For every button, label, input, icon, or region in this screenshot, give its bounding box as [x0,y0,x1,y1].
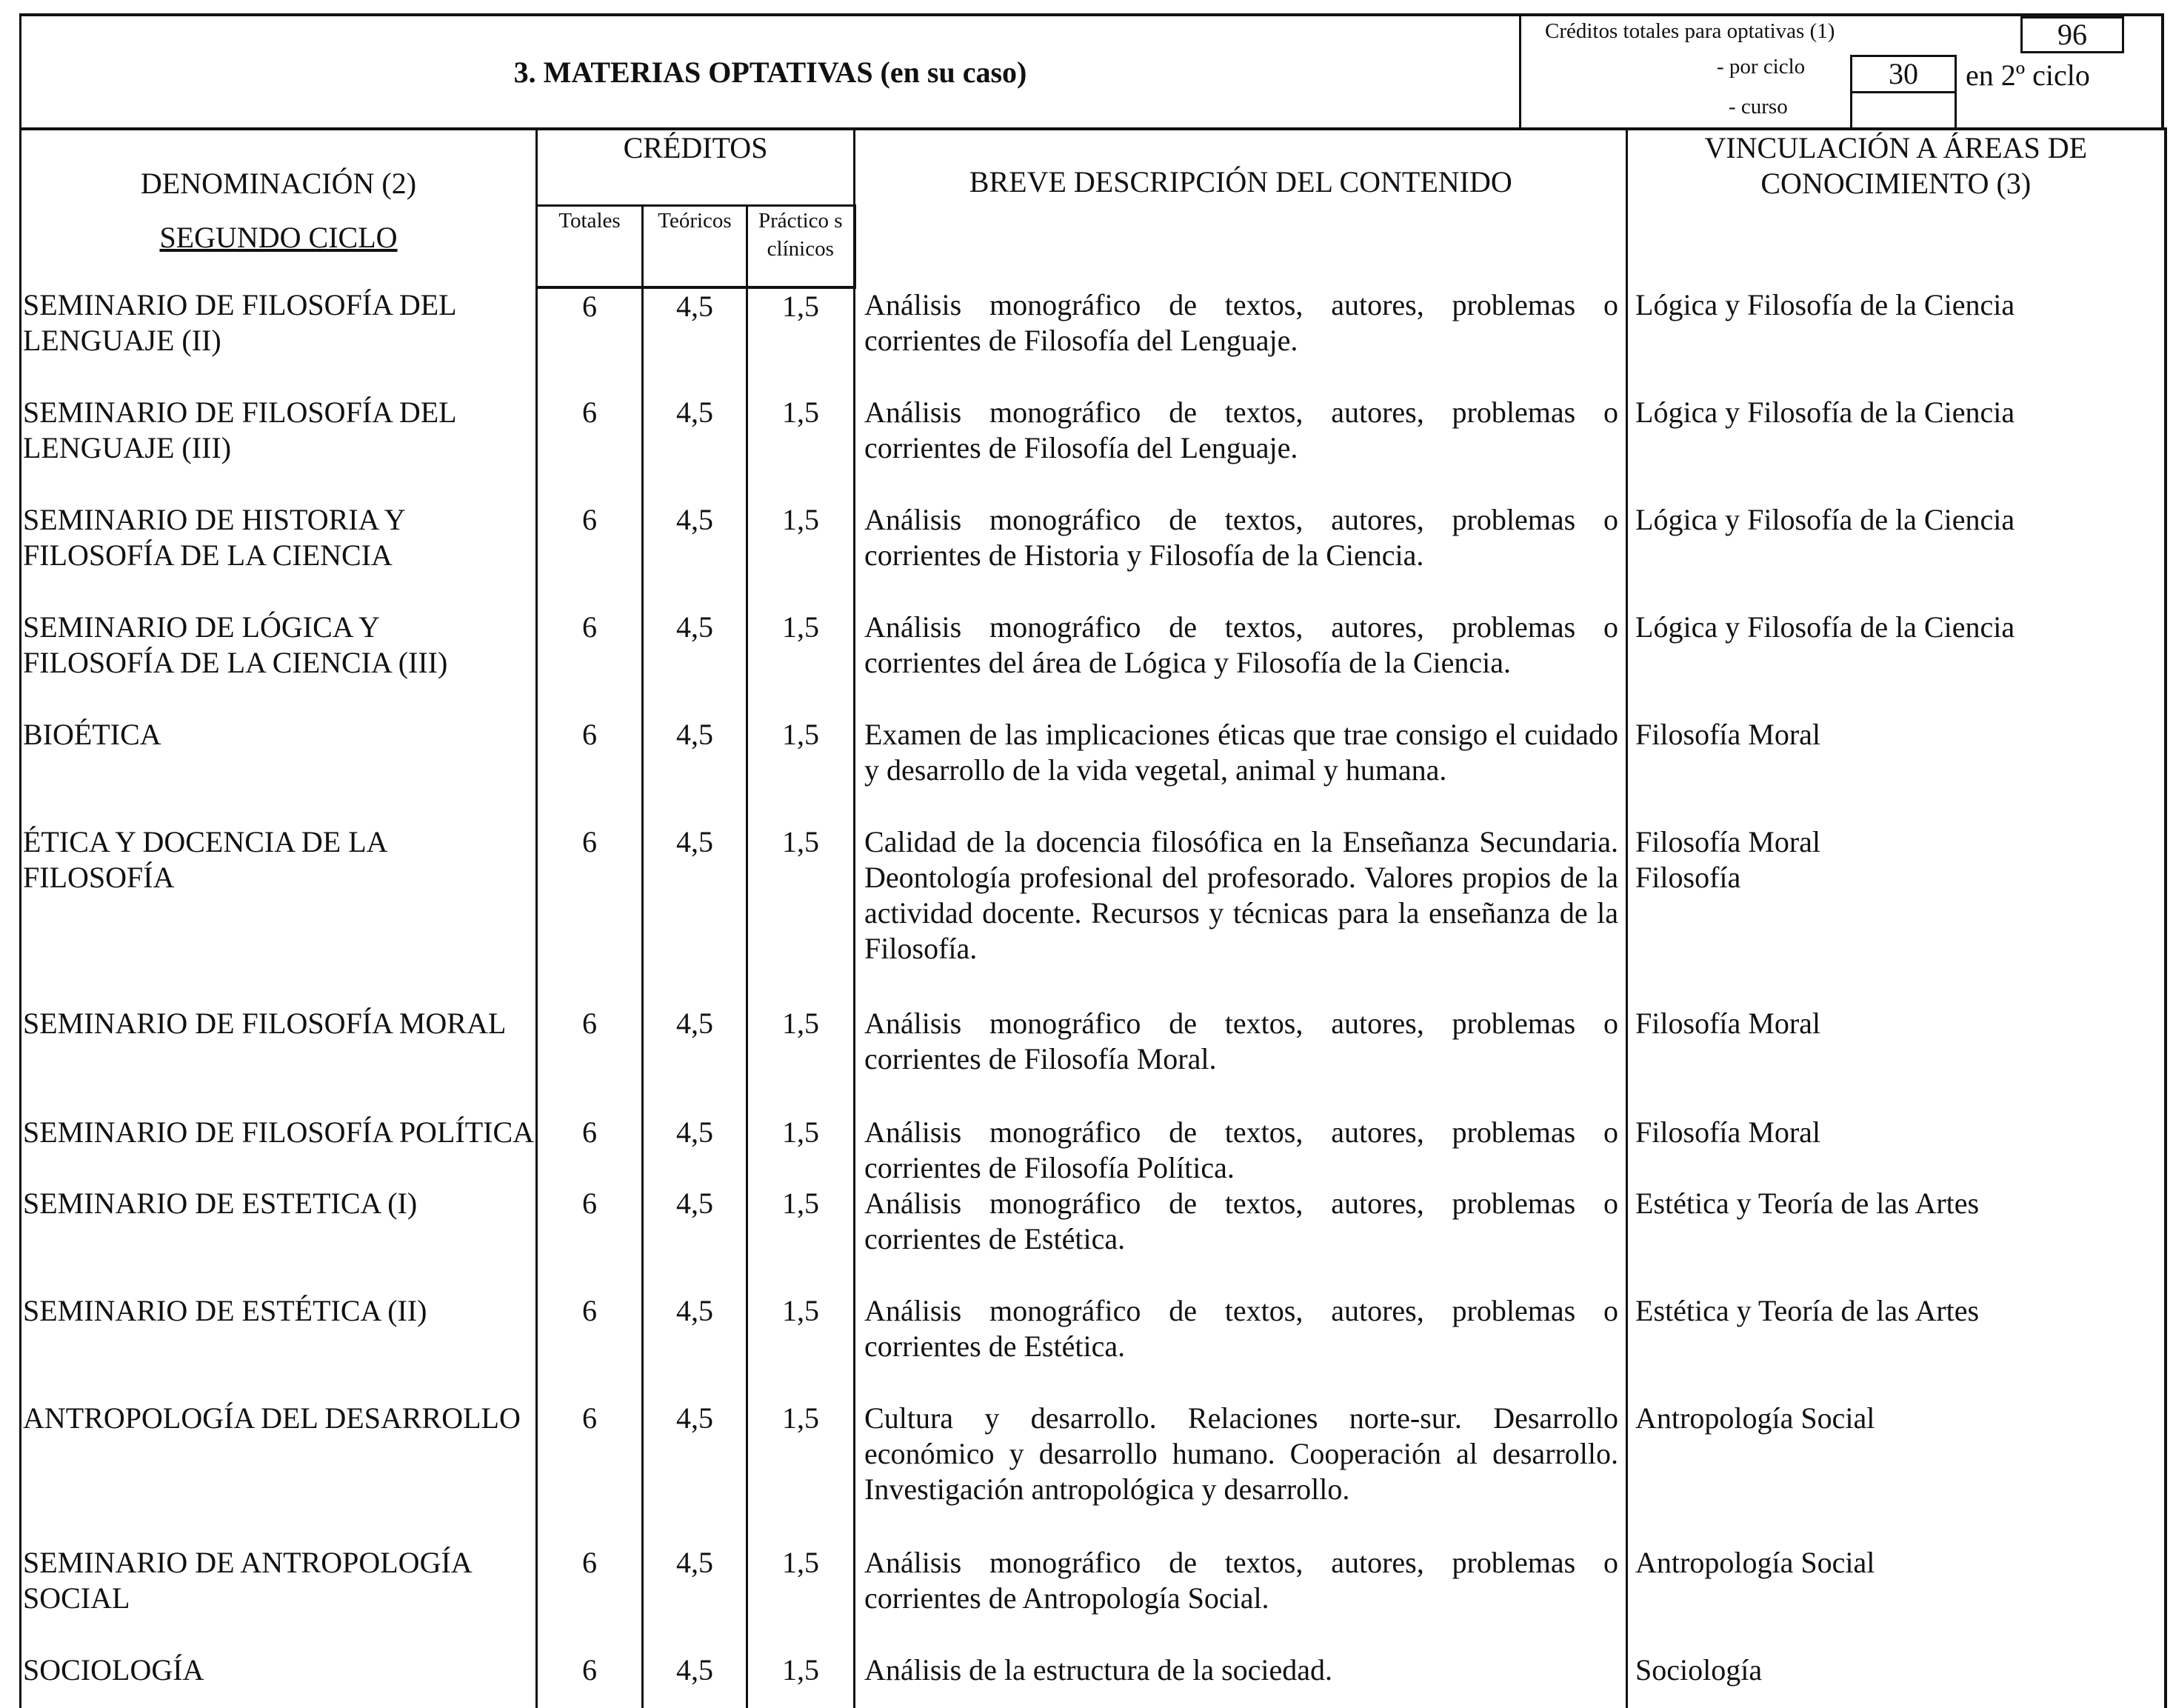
section-title: 3. MATERIAS OPTATIVAS (en su caso) [513,55,1027,89]
content-description: Análisis de la estructura de la sociedad. [855,1652,1627,1708]
knowledge-area: Antropología Social [1627,1401,2166,1545]
content-description: Análisis monográfico de textos, autores, problemas o corrientes de Filosofía Política. [855,1115,1627,1186]
content-description: Análisis monográfico de textos, autores, problemas o corrientes del área de Lógica y Filosofía de la Ciencia. [855,610,1627,717]
subject-name: ÉTICA Y DOCENCIA DE LA FILOSOFÍA [21,824,537,1006]
credits-total: 6 [537,610,643,717]
credits-theory: 4,5 [643,1006,747,1115]
content-description: Análisis monográfico de textos, autores, problemas o corrientes de Historia y Filosofía de la Ciencia. [855,502,1627,610]
credits-practice: 1,5 [747,1115,855,1186]
credits-theory: 4,5 [643,1115,747,1186]
subject-name: SEMINARIO DE ESTÉTICA (II) [21,1293,537,1401]
credits-total: 6 [537,1115,643,1186]
credits-theory: 4,5 [643,717,747,824]
credits-practice: 1,5 [747,1401,855,1545]
table-row [21,1545,2166,1652]
totales-header: Totales [537,206,643,287]
knowledge-area: Antropología Social [1627,1545,2166,1652]
credits-theory: 4,5 [643,1652,747,1708]
content-description: Análisis monográfico de textos, autores, problemas o corrientes de Estética. [855,1293,1627,1401]
credits-theory: 4,5 [643,502,747,610]
credits-practice: 1,5 [747,1293,855,1401]
knowledge-area: Lógica y Filosofía de la Ciencia [1627,287,2166,395]
subject-name: SEMINARIO DE FILOSOFÍA DEL LENGUAJE (III) [21,395,537,502]
table-row [21,824,2166,1006]
subject-name: ANTROPOLOGÍA DEL DESARROLLO [21,1401,537,1545]
subject-name: SOCIOLOGÍA [21,1652,537,1708]
credits-practice: 1,5 [747,287,855,395]
credits-practice: 1,5 [747,1186,855,1293]
credits-theory: 4,5 [643,395,747,502]
denomination-header: DENOMINACIÓN (2) SEGUNDO CICLO [21,129,537,287]
content-description: Análisis monográfico de textos, autores, problemas o corrientes de Filosofía Moral. [855,1006,1627,1115]
credits-theory: 4,5 [643,1293,747,1401]
content-description: Examen de las implicaciones éticas que trae consigo el cuidado y desarrollo de la vida vegetal, animal y humana. [855,717,1627,824]
credits-theory: 4,5 [643,1401,747,1545]
credits-theory: 4,5 [643,1545,747,1652]
per-cycle-label: - por ciclo [1717,55,1806,79]
credits-theory: 4,5 [643,1186,747,1293]
content-description: Análisis monográfico de textos, autores, problemas o corrientes de Estética. [855,1186,1627,1293]
description-header: BREVE DESCRIPCIÓN DEL CONTENIDO [855,129,1627,287]
credits-practice: 1,5 [747,1652,855,1708]
cycle-subheader: SEGUNDO CICLO [159,221,398,254]
cycle-text: en 2º ciclo [1966,59,2090,92]
credits-total: 6 [537,1006,643,1115]
table-row [21,1652,2166,1708]
table-row [21,502,2166,610]
subject-name: SEMINARIO DE FILOSOFÍA POLÍTICA [21,1115,537,1186]
subject-name: SEMINARIO DE LÓGICA Y FILOSOFÍA DE LA CIENCIA (III) [21,610,537,717]
knowledge-area: Estética y Teoría de las Artes [1627,1186,2166,1293]
content-description: Calidad de la docencia filosófica en la Enseñanza Secundaria. Deontología profesional del profesorado. Valores propios de la actividad docente. Recursos y técnicas para la enseñanza de la Filosofía. [855,824,1627,1006]
knowledge-area: Filosofía Moral Filosofía [1627,824,2166,1006]
credits-total: 6 [537,1186,643,1293]
total-credits-label: Créditos totales para optativas (1) [1545,19,1835,43]
credit-summary [1521,16,2161,127]
table-row [21,395,2166,502]
credits-total: 6 [537,1545,643,1652]
credits-practice: 1,5 [747,395,855,502]
knowledge-area: Filosofía Moral [1627,1006,2166,1115]
per-cycle-value: 30 [1850,55,1957,93]
credits-total: 6 [537,717,643,824]
credits-theory: 4,5 [643,610,747,717]
table-row [21,1186,2166,1293]
credits-total: 6 [537,502,643,610]
per-course-box [1850,92,1957,127]
per-course-label: - curso [1729,95,1788,119]
subject-name: SEMINARIO DE ANTROPOLOGÍA SOCIAL [21,1545,537,1652]
table-row [21,610,2166,717]
credits-total: 6 [537,395,643,502]
table-row [21,287,2166,395]
credits-practice: 1,5 [747,610,855,717]
subject-name: SEMINARIO DE FILOSOFÍA MORAL [21,1006,537,1115]
content-description: Cultura y desarrollo. Relaciones norte-sur. Desarrollo económico y desarrollo humano. Cooperación al desarrollo. Investigación antropológica y desarrollo. [855,1401,1627,1545]
table-row [21,1115,2166,1186]
subject-name: SEMINARIO DE ESTETICA (I) [21,1186,537,1293]
knowledge-area: Lógica y Filosofía de la Ciencia [1627,610,2166,717]
credits-total: 6 [537,1293,643,1401]
table-row [21,717,2166,824]
credits-total: 6 [537,287,643,395]
credits-practice: 1,5 [747,1006,855,1115]
content-description: Análisis monográfico de textos, autores, problemas o corrientes de Filosofía del Lenguaje. [855,395,1627,502]
optional-subjects-table [19,127,2167,1708]
credits-theory: 4,5 [643,824,747,1006]
content-description: Análisis monográfico de textos, autores, problemas o corrientes de Filosofía del Lenguaje. [855,287,1627,395]
table-row [21,1401,2166,1545]
subject-name: SEMINARIO DE FILOSOFÍA DEL LENGUAJE (II) [21,287,537,395]
credits-practice: 1,5 [747,502,855,610]
total-credits-value: 96 [2020,16,2124,53]
table-row [21,1293,2166,1401]
knowledge-area: Estética y Teoría de las Artes [1627,1293,2166,1401]
table-row [21,1006,2166,1115]
knowledge-area: Filosofía Moral [1627,1115,2166,1186]
knowledge-area: Filosofía Moral [1627,717,2166,824]
teoricos-header: Teóricos [643,206,747,287]
knowledge-area-header: VINCULACIÓN A ÁREAS DE CONOCIMIENTO (3) [1627,129,2166,287]
credits-practice: 1,5 [747,824,855,1006]
credits-theory: 4,5 [643,287,747,395]
knowledge-area: Lógica y Filosofía de la Ciencia [1627,395,2166,502]
credits-practice: 1,5 [747,717,855,824]
subject-name: BIOÉTICA [21,717,537,824]
credits-header: CRÉDITOS [537,129,855,206]
content-description: Análisis monográfico de textos, autores, problemas o corrientes de Antropología Social. [855,1545,1627,1652]
credits-total: 6 [537,824,643,1006]
credits-total: 6 [537,1401,643,1545]
subject-name: SEMINARIO DE HISTORIA Y FILOSOFÍA DE LA CIENCIA [21,502,537,610]
credits-practice: 1,5 [747,1545,855,1652]
knowledge-area: Lógica y Filosofía de la Ciencia [1627,502,2166,610]
practicos-header: Práctico s clínicos [747,206,855,287]
credits-total: 6 [537,1652,643,1708]
section-header [19,13,2164,127]
knowledge-area: Sociología [1627,1652,2166,1708]
